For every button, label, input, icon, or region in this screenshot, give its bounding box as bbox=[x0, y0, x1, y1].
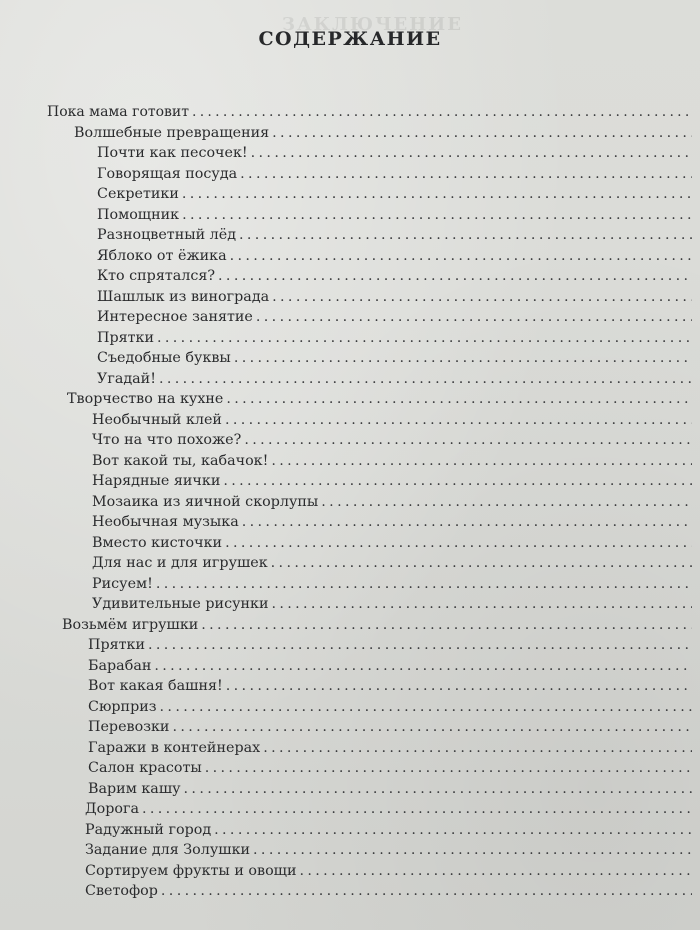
toc-entry[interactable] bbox=[88, 656, 692, 676]
dot-leader bbox=[182, 184, 692, 204]
toc-entry-label: Помощник bbox=[97, 206, 180, 223]
dot-leader bbox=[244, 430, 692, 450]
toc-entry-label: Нарядные яички bbox=[92, 473, 221, 489]
dot-leader bbox=[239, 225, 692, 245]
toc-entry[interactable] bbox=[88, 676, 692, 696]
dot-leader bbox=[156, 574, 692, 594]
dot-leader bbox=[251, 143, 692, 163]
dot-leader bbox=[157, 328, 692, 348]
dot-leader bbox=[242, 512, 692, 532]
toc-entry-label: Необычный клей bbox=[92, 411, 222, 428]
toc-entry-label: Интересное занятие bbox=[97, 309, 253, 325]
dot-leader bbox=[271, 451, 692, 471]
toc-entry-label: Радужный город bbox=[85, 821, 212, 838]
dot-leader bbox=[154, 656, 692, 676]
toc-entry[interactable] bbox=[88, 717, 692, 737]
toc-entry[interactable] bbox=[85, 881, 692, 901]
toc-entry[interactable] bbox=[92, 512, 692, 532]
toc-entry-label: Перевозки bbox=[88, 719, 170, 735]
dot-leader bbox=[271, 594, 692, 614]
dot-leader bbox=[230, 246, 692, 266]
toc-entry[interactable] bbox=[62, 615, 692, 635]
dot-leader bbox=[192, 102, 692, 122]
toc-entry[interactable] bbox=[92, 574, 692, 594]
dot-leader bbox=[214, 820, 692, 840]
toc-entry[interactable] bbox=[88, 635, 692, 655]
toc-entry-label: Волшебные превращения bbox=[74, 124, 270, 141]
toc-entry[interactable] bbox=[97, 369, 692, 389]
toc-entry-label: Вот какой ты, кабачок! bbox=[92, 452, 269, 469]
toc-entry[interactable] bbox=[97, 348, 692, 368]
toc-entry[interactable] bbox=[88, 779, 692, 799]
toc-entry[interactable] bbox=[92, 430, 692, 450]
toc-entry[interactable] bbox=[92, 492, 692, 512]
dot-leader bbox=[300, 861, 692, 881]
toc-entry-label: Для нас и для игрушек bbox=[92, 555, 268, 571]
toc-entry[interactable] bbox=[92, 533, 692, 553]
toc-entry-label: Угадай! bbox=[97, 370, 156, 387]
toc-entry-label: Барабан bbox=[88, 657, 152, 674]
toc-entry-label: Шашлык из винограда bbox=[97, 288, 270, 305]
toc-entry[interactable] bbox=[97, 307, 692, 327]
toc-entry-label: Говорящая посуда bbox=[97, 165, 238, 182]
toc-entry-label: Дорога bbox=[85, 801, 140, 817]
toc-entry-label: Кто спрятался? bbox=[97, 268, 216, 284]
toc-entry-label: Гаражи в контейнерах bbox=[88, 739, 261, 756]
toc-entry-label: Салон красоты bbox=[88, 760, 202, 776]
dot-leader bbox=[256, 307, 692, 327]
toc-entry-label: Секретики bbox=[97, 186, 179, 202]
toc-entry-label: Необычная музыка bbox=[92, 514, 239, 530]
dot-leader bbox=[240, 164, 692, 184]
dot-leader bbox=[160, 697, 692, 717]
dot-leader bbox=[161, 881, 692, 901]
toc-entry-label: Задание для Золушки bbox=[85, 842, 251, 858]
dot-leader bbox=[172, 717, 692, 737]
dot-leader bbox=[223, 471, 692, 491]
dot-leader bbox=[184, 779, 692, 799]
dot-leader bbox=[201, 615, 692, 635]
dot-leader bbox=[253, 840, 692, 860]
toc-entry-label: Съедобные буквы bbox=[97, 350, 231, 366]
toc-entry[interactable] bbox=[97, 205, 692, 225]
toc-entry[interactable] bbox=[97, 287, 692, 307]
toc-entry-label: Творчество на кухне bbox=[67, 391, 224, 407]
toc-entry-label: Варим кашу bbox=[88, 780, 181, 797]
dot-leader bbox=[218, 266, 692, 286]
dot-leader bbox=[272, 287, 692, 307]
dot-leader bbox=[272, 123, 692, 143]
toc-entry[interactable] bbox=[97, 266, 692, 286]
toc-entry-label: Прятки bbox=[97, 329, 155, 346]
toc-entry-label: Светофор bbox=[85, 883, 158, 899]
dot-leader bbox=[234, 348, 692, 368]
toc-entry[interactable] bbox=[97, 246, 692, 266]
toc-entry-label: Яблоко от ёжика bbox=[97, 247, 227, 264]
dot-leader bbox=[159, 369, 692, 389]
dot-leader bbox=[225, 410, 692, 430]
toc-entry-label: Прятки bbox=[88, 637, 146, 653]
toc-entry[interactable] bbox=[92, 471, 692, 491]
toc-entry-label: Вместо кисточки bbox=[92, 534, 223, 551]
toc-entry[interactable] bbox=[92, 594, 692, 614]
toc-entry[interactable] bbox=[97, 225, 692, 245]
toc-entry[interactable] bbox=[92, 553, 692, 573]
toc-entry[interactable] bbox=[97, 184, 692, 204]
dot-leader bbox=[142, 799, 692, 819]
toc-entry-label: Возьмём игрушки bbox=[62, 616, 199, 633]
dot-leader bbox=[226, 676, 692, 696]
dot-leader bbox=[271, 553, 692, 573]
toc-entry[interactable] bbox=[67, 389, 692, 409]
bleed-through-heading: ЗАКЛЮЧЕНИЕ bbox=[282, 14, 463, 35]
toc-entry-label: Пока мама готовит bbox=[47, 104, 190, 120]
toc-entry[interactable] bbox=[85, 799, 692, 819]
page-title: СОДЕРЖАНИЕ bbox=[258, 28, 442, 50]
toc-entry[interactable] bbox=[88, 738, 692, 758]
toc-entry[interactable] bbox=[85, 820, 692, 840]
toc-entry-label: Мозаика из яичной скорлупы bbox=[92, 493, 319, 510]
toc-entry[interactable] bbox=[97, 143, 692, 163]
toc-entry-label: Вот какая башня! bbox=[88, 678, 223, 694]
toc-entry[interactable] bbox=[88, 697, 692, 717]
toc-entry[interactable] bbox=[47, 102, 692, 122]
toc-entry-label: Сюрприз bbox=[88, 698, 157, 715]
toc-entry[interactable] bbox=[92, 410, 692, 430]
toc-entry-label: Что на что похоже? bbox=[92, 432, 242, 448]
toc-entry[interactable] bbox=[85, 861, 692, 881]
toc-entry-label: Сортируем фрукты и овощи bbox=[85, 862, 297, 879]
toc-entry-label: Рисуем! bbox=[92, 575, 153, 592]
dot-leader bbox=[263, 738, 692, 758]
toc-entry-label: Удивительные рисунки bbox=[92, 596, 269, 612]
dot-leader bbox=[225, 533, 692, 553]
dot-leader bbox=[205, 758, 692, 778]
dot-leader bbox=[321, 492, 692, 512]
toc-entry[interactable] bbox=[85, 840, 692, 860]
toc-entry-label: Почти как песочек! bbox=[97, 145, 248, 161]
dot-leader bbox=[182, 205, 692, 225]
dot-leader bbox=[226, 389, 692, 409]
toc-entry-label: Разноцветный лёд bbox=[97, 227, 237, 243]
toc-entry[interactable] bbox=[88, 758, 692, 778]
toc-entry[interactable] bbox=[74, 123, 692, 143]
toc-entry[interactable] bbox=[92, 451, 692, 471]
dot-leader bbox=[148, 635, 692, 655]
toc-entry[interactable] bbox=[97, 328, 692, 348]
toc-entry[interactable] bbox=[97, 164, 692, 184]
